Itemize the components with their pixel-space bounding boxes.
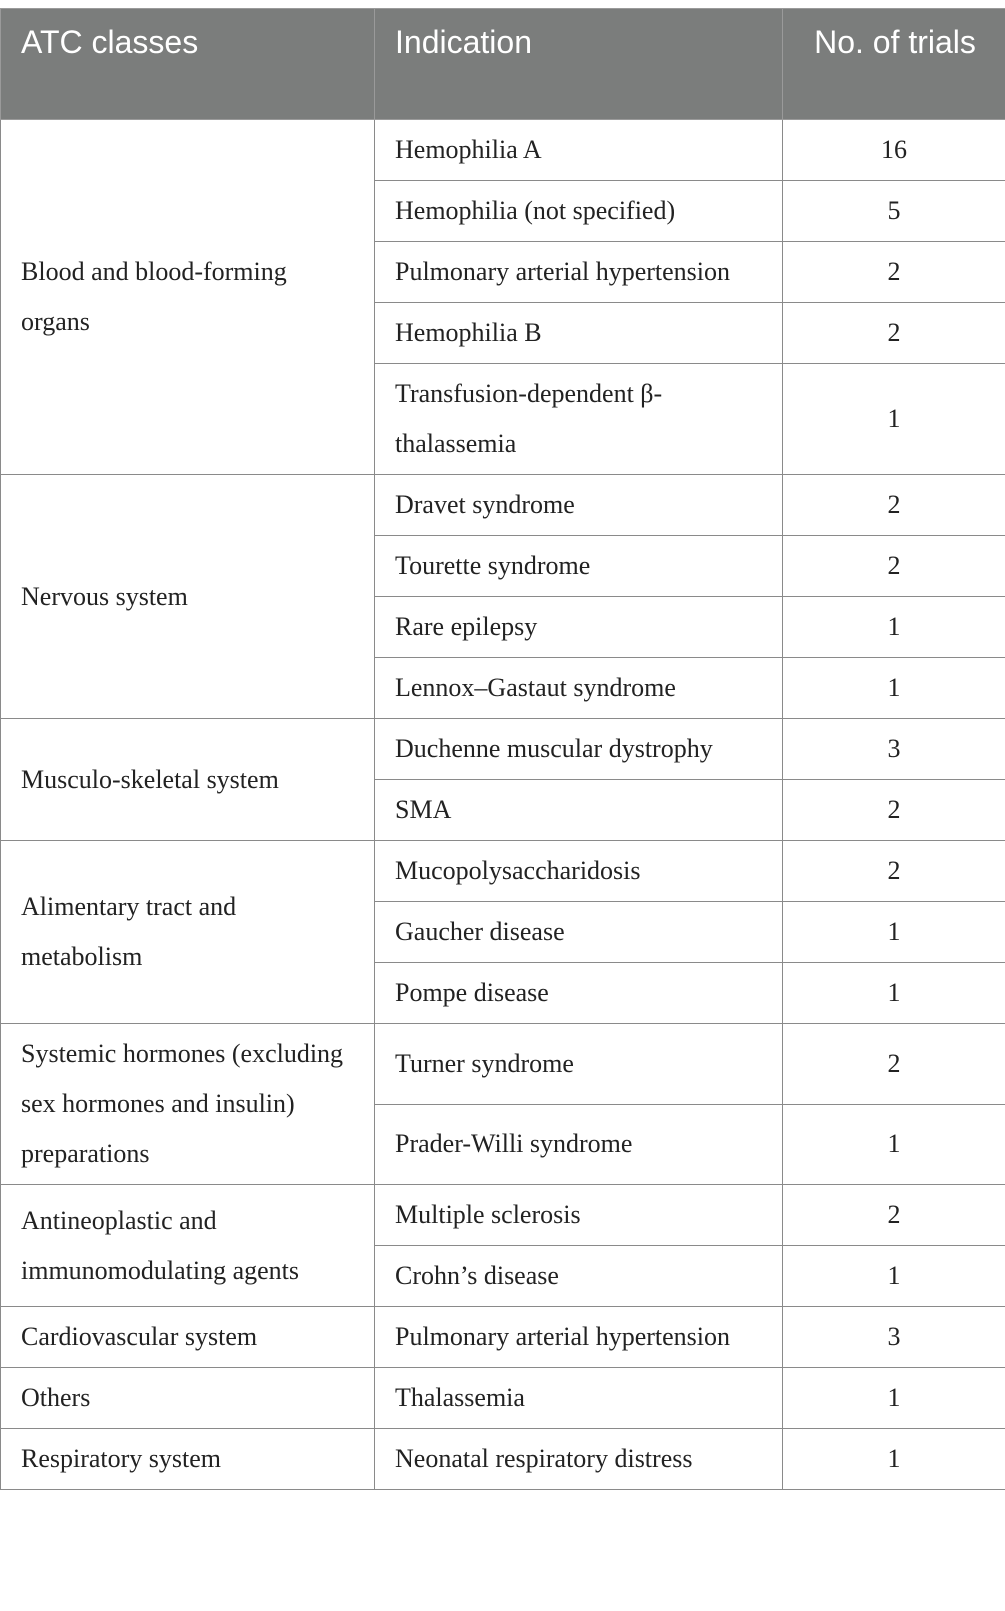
trial-count-cell: 2 [783,536,1005,597]
trial-count-cell: 1 [783,1246,1005,1307]
atc-class-cell: Blood and blood-forming organs [1,120,375,475]
atc-class-cell: Others [1,1368,375,1429]
table-container [0,8,1005,1490]
atc-class-cell: Respiratory system [1,1429,375,1490]
table-row [1,841,1005,902]
indication-cell: Tourette syndrome [375,536,783,597]
indication-cell: Hemophilia B [375,303,783,364]
indication-cell: Mucopolysaccharidosis [375,841,783,902]
header-indication: Indication [375,9,783,120]
table-row [1,120,1005,181]
trial-count-cell: 1 [783,364,1005,475]
indication-cell: Pulmonary arterial hypertension [375,1307,783,1368]
table-row [1,475,1005,536]
indication-cell: Transfusion-dependent β-thalassemia [375,364,783,475]
table-row [1,1185,1005,1246]
indication-cell: Pulmonary arterial hypertension [375,242,783,303]
trial-count-cell: 1 [783,963,1005,1024]
header-no-of-trials: No. of trials [783,9,1005,120]
trial-count-cell: 2 [783,1185,1005,1246]
trial-count-cell: 1 [783,1429,1005,1490]
atc-class-cell: Nervous system [1,475,375,719]
table-row [1,1368,1005,1429]
indication-cell: Hemophilia A [375,120,783,181]
indication-cell: Pompe disease [375,963,783,1024]
indication-cell: Rare epilepsy [375,597,783,658]
indication-cell: Neonatal respiratory distress [375,1429,783,1490]
indication-cell: Lennox–Gastaut syndrome [375,658,783,719]
trial-count-cell: 1 [783,658,1005,719]
indication-cell: Hemophilia (not specified) [375,181,783,242]
indication-cell: Turner syndrome [375,1024,783,1105]
header-row [1,9,1005,120]
atc-class-cell: Musculo-skeletal system [1,719,375,841]
trial-count-cell: 2 [783,1024,1005,1105]
trial-count-cell: 2 [783,780,1005,841]
atc-trials-table [0,8,1005,1490]
trial-count-cell: 3 [783,719,1005,780]
atc-class-cell: Systemic hormones (excluding sex hormones and insulin) preparations [1,1024,375,1185]
trial-count-cell: 2 [783,475,1005,536]
table-row [1,1024,1005,1105]
header-atc-classes: ATC classes [1,9,375,120]
trial-count-cell: 1 [783,902,1005,963]
trial-count-cell: 1 [783,597,1005,658]
indication-cell: Thalassemia [375,1368,783,1429]
table-row [1,719,1005,780]
indication-cell: Crohn’s disease [375,1246,783,1307]
table-body [1,120,1005,1490]
trial-count-cell: 1 [783,1104,1005,1185]
trial-count-cell: 2 [783,303,1005,364]
indication-cell: Multiple sclerosis [375,1185,783,1246]
indication-cell: Gaucher disease [375,902,783,963]
trial-count-cell: 3 [783,1307,1005,1368]
table-row [1,1307,1005,1368]
indication-cell: Duchenne muscular dystrophy [375,719,783,780]
trial-count-cell: 2 [783,841,1005,902]
atc-class-cell: Cardiovascular system [1,1307,375,1368]
trial-count-cell: 2 [783,242,1005,303]
trial-count-cell: 1 [783,1368,1005,1429]
table-row [1,1429,1005,1490]
indication-cell: SMA [375,780,783,841]
indication-cell: Dravet syndrome [375,475,783,536]
trial-count-cell: 16 [783,120,1005,181]
atc-class-cell: Alimentary tract and metabolism [1,841,375,1024]
indication-cell: Prader-Willi syndrome [375,1104,783,1185]
atc-class-cell: Antineoplastic and immunomodulating agents [1,1185,375,1307]
trial-count-cell: 5 [783,181,1005,242]
